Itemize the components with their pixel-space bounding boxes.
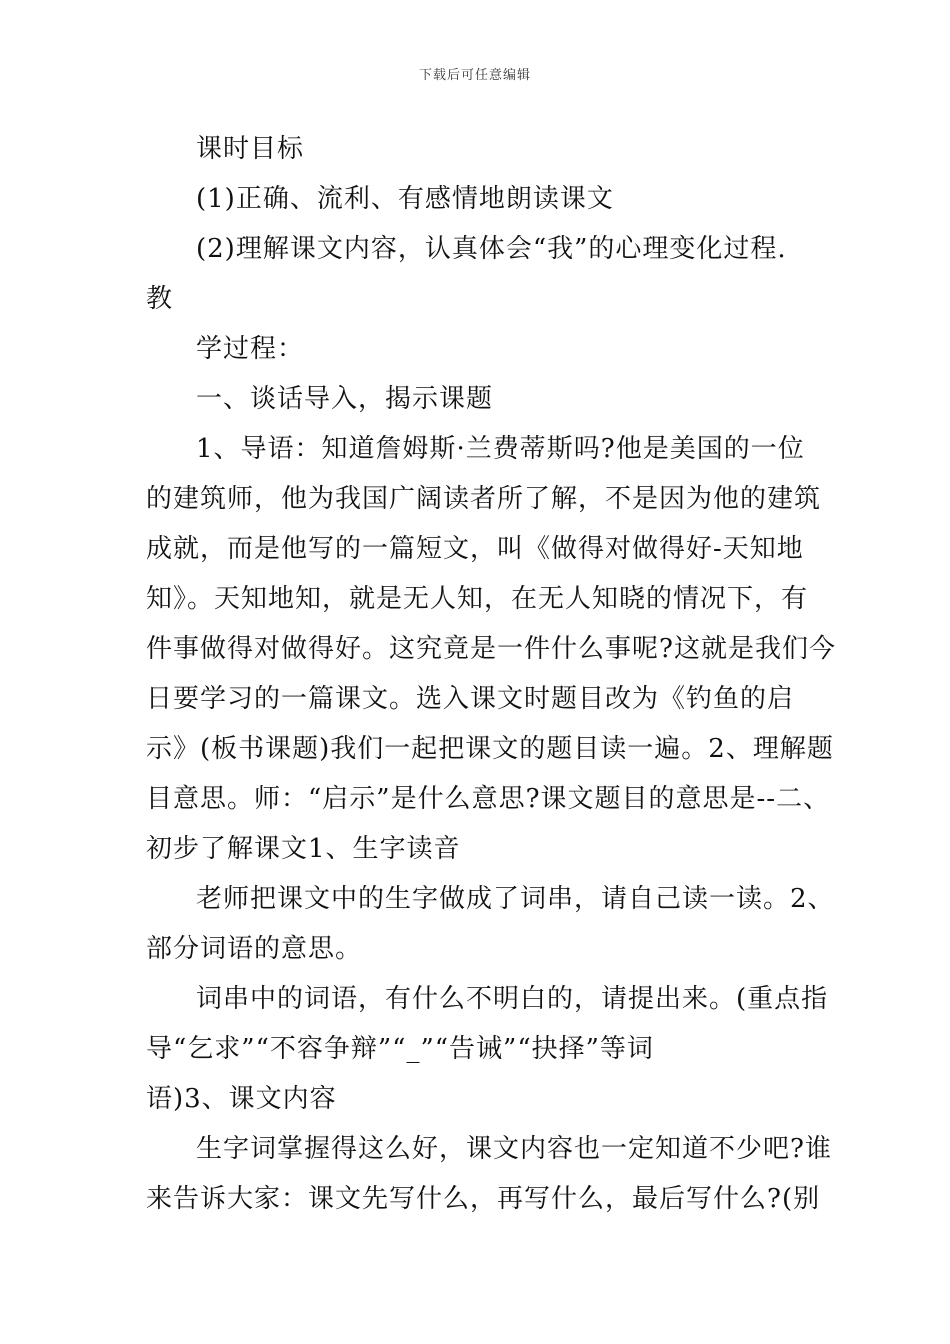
text-line: 课时目标 [196,134,305,164]
text-line: 部分词语的意思。 [146,934,363,964]
text-line: 语)3、课文内容 [146,1084,337,1114]
section-heading: 一、谈话导入，揭示课题 [196,384,494,414]
text-line: (1)正确、流利、有感情地朗读课文 [196,184,614,214]
page-header-note: 下载后可任意编辑 [418,68,531,83]
text-line: 件事做得对做得好。这究竟是一件什么事呢?这就是我们今 [146,634,836,664]
text-line: 成就，而是他写的一篇短文，叫《做得对做得好-天知地 [146,534,804,564]
text-line: 学过程： [196,334,305,364]
text-line: 日要学习的一篇课文。选入课文时题目改为《钓鱼的启 [146,684,795,714]
text-line: 1、导语：知道詹姆斯·兰费蒂斯吗?他是美国的一位 [196,434,805,464]
text-line: 初步了解课文1、生字读音 [146,834,461,864]
text-line: 教 [146,284,174,314]
text-line: 目意思。师：“启示”是什么意思?课文题目的意思是--二、 [146,784,831,814]
text-line: 导“乞求”“不容争辩”“_”“告诫”“抉择”等词 [146,1034,654,1064]
text-line: 老师把课文中的生字做成了词串，请自己读一读。2、 [196,884,835,914]
text-line: 的建筑师，他为我国广阔读者所了解，不是因为他的建筑 [146,484,822,514]
text-line: 示》(板书课题)我们一起把课文的题目读一遍。2、理解题 [146,734,834,764]
text-line: (2)理解课文内容，认真体会“我”的心理变化过程. [196,234,787,264]
text-line: 生字词掌握得这么好，课文内容也一定知道不少吧?谁 [196,1134,832,1164]
text-line: 来告诉大家：课文先写什么，再写什么，最后写什么?(别 [146,1184,821,1214]
text-line: 知》。天知地知，就是无人知，在无人知晓的情况下，有 [146,584,809,614]
text-line: 词串中的词语，有什么不明白的，请提出来。(重点指 [196,984,829,1014]
